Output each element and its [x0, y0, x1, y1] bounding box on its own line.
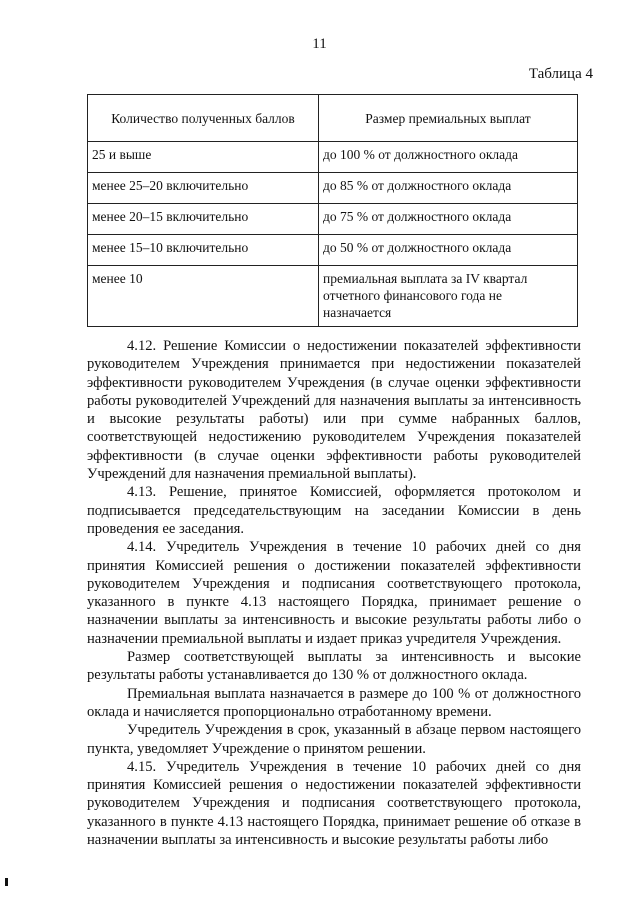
scan-edge-mark [5, 878, 8, 886]
paragraph-4-13: 4.13. Решение, принятое Комиссией, оформляется протоколом и подписывается председательствующим на заседании Комиссии в день проведения ее заседания. [87, 484, 581, 537]
table-row [88, 173, 578, 204]
table-cell: до 50 % от должностного оклада [319, 235, 578, 266]
table-header-cell: Количество полученных баллов [88, 95, 319, 142]
paragraph-4-15: 4.15. Учредитель Учреждения в течение 10 рабочих дней со дня принятия Комиссией решения о недостижении показателей эффективности руководителем Учреждения и подписания соответствующего протокола, указанного в пункте 4.13 настоящего Порядка, принимает решение об отказе в назначении выплаты за интенсивность и высокие результаты работы либо [87, 758, 581, 849]
table-cell: менее 15–10 включительно [88, 235, 319, 266]
table-cell: до 75 % от должностного оклада [319, 204, 578, 235]
table-cell: менее 25–20 включительно [88, 173, 319, 204]
table-cell: премиальная выплата за IV квартал отчетного финансового года не назначается [319, 266, 578, 327]
paragraph-bonus-payment: Премиальная выплата назначается в размере до 100 % от должностного оклада и начисляется пропорционально отработанному времени. [87, 685, 581, 720]
table-caption: Таблица 4 [528, 66, 593, 82]
table-cell: менее 20–15 включительно [88, 204, 319, 235]
table-row [88, 204, 578, 235]
paragraph-4-14: 4.14. Учредитель Учреждения в течение 10 рабочих дней со дня принятия Комиссией решения о достижении показателей эффективности руководителем Учреждения и подписания соответствующего протокола, указанного в пункте 4.13 настоящего Порядка, принимает решение о назначении выплаты за интенсивность и высокие результаты работы либо о назначении премиальной выплаты и издает приказ учредителя Учреждения. [87, 539, 581, 647]
table-cell: до 85 % от должностного оклада [319, 173, 578, 204]
paragraph-notification: Учредитель Учреждения в срок, указанный в абзаце первом настоящего пункта, уведомляет Учреждение о принятом решении. [87, 722, 581, 757]
paragraph-4-12: 4.12. Решение Комиссии о недостижении показателей эффективности руководителем Учреждения принимается при недостижении показателей эффективности руководителем Учреждения (в случае оценки эффективности работы руководителей Учреждений для назначения выплаты за интенсивность и высокие результаты работы) или при сумме набранных баллов, соответствующей недостижению руководителем Учреждения показателей эффективности (в случае оценки эффективности работы руководителей Учреждений для назначения премиальной выплаты). [87, 338, 581, 483]
paragraph-payment-size: Размер соответствующей выплаты за интенсивность и высокие результаты работы устанавливается до 130 % от должностного оклада. [87, 649, 581, 684]
document-body [87, 337, 581, 849]
table-cell: менее 10 [88, 266, 319, 327]
table-row [88, 266, 578, 327]
page-number: 11 [312, 36, 327, 52]
table-cell: 25 и выше [88, 142, 319, 173]
table-cell: до 100 % от должностного оклада [319, 142, 578, 173]
bonus-table [87, 94, 578, 327]
table-row [88, 142, 578, 173]
table-header-row [88, 95, 578, 142]
table-row [88, 235, 578, 266]
table-header-cell: Размер премиальных выплат [319, 95, 578, 142]
